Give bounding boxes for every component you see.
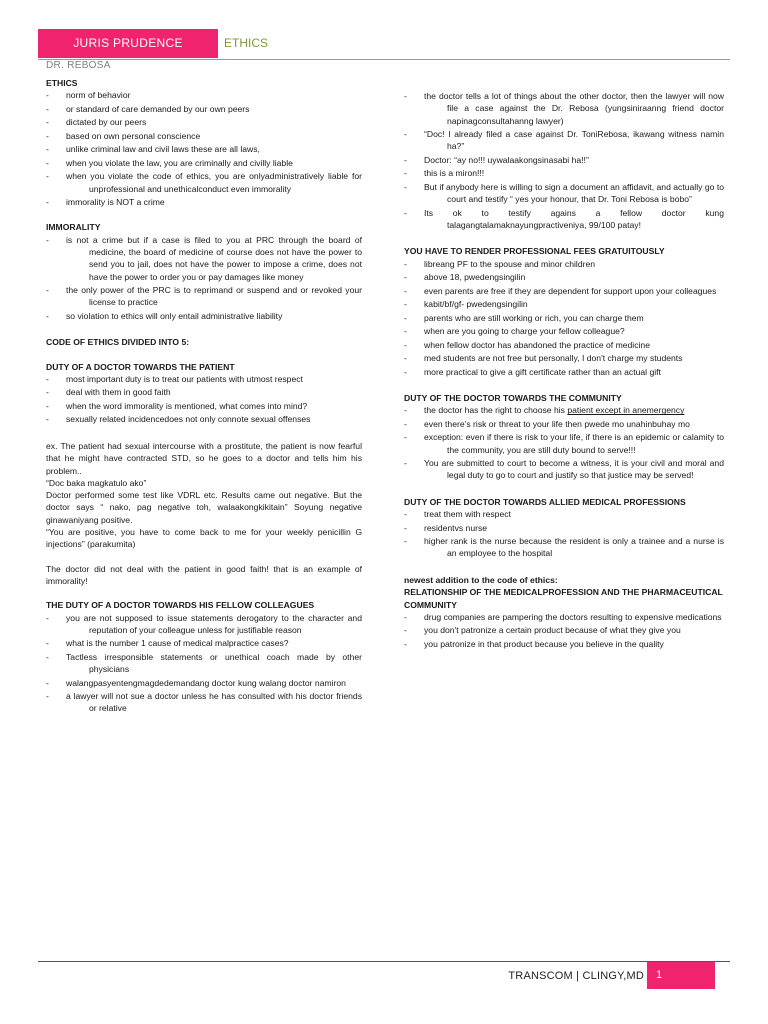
colleagues-duty-list bbox=[46, 612, 362, 715]
list-item: - unlike criminal law and civil laws these are all laws, bbox=[46, 143, 362, 155]
list-item: - most important duty is to treat our patients with utmost respect bbox=[46, 373, 362, 385]
community-duty-list bbox=[404, 404, 724, 481]
list-item: - more practical to give a gift certificate rather than an actual gift bbox=[404, 366, 724, 378]
example-quote: “You are positive, you have to come back to me for your weekly penicillin G injections” (parakumita) bbox=[46, 527, 362, 550]
left-column bbox=[46, 77, 362, 716]
list-item: - residentvs nurse bbox=[404, 522, 724, 534]
list-item: - treat them with respect bbox=[404, 508, 724, 520]
example-paragraph: ex. The patient had sexual intercourse with a prostitute, the patient is now fearful that he might have contracted STD, so he goes to a doctor and tells him his problem.. bbox=[46, 440, 362, 476]
list-item: - Its ok to testify agains a fellow doctor kung talagangtalamaknayungpractiveniya, 99/100 patay! bbox=[404, 207, 724, 232]
list-item: - “Doc! I already filed a case against Dr. ToniRebosa, ikawang witness namin ha?” bbox=[404, 128, 724, 153]
list-item: - Tactless irresponsible statements or unethical coach made by other physicians bbox=[46, 651, 362, 676]
list-item: - the doctor tells a lot of things about the other doctor, then the lawyer will now file a case against the Dr. Rebosa (yungsiniraanng friend doctor napinagconsultahanng lawyer) bbox=[404, 90, 724, 127]
list-item: - med students are not free but personally, I don't charge my students bbox=[404, 352, 724, 364]
list-item: - norm of behavior bbox=[46, 89, 362, 101]
list-item: - when fellow doctor has abandoned the practice of medicine bbox=[404, 339, 724, 351]
footer-label: TRANSCOM | CLINGY,MD bbox=[508, 970, 644, 982]
list-item: - libreang PF to the spouse and minor children bbox=[404, 258, 724, 270]
newest-addition-heading: newest addition to the code of ethics: bbox=[404, 574, 558, 585]
list-item: - immorality is NOT a crime bbox=[46, 196, 362, 208]
underlined-text: patient except in anemergency bbox=[567, 405, 685, 416]
list-item: - when are you going to charge your fellow colleague? bbox=[404, 325, 724, 337]
list-item: - when you violate the law, you are criminally and civilly liable bbox=[46, 157, 362, 169]
fees-heading: YOU HAVE TO RENDER PROFESSIONAL FEES GRATUITOUSLY bbox=[404, 246, 665, 257]
list-item: - even there’s risk or threat to your life then pwede mo unahinbuhay mo bbox=[404, 418, 724, 430]
list-item: - parents who are still working or rich, you can charge them bbox=[404, 312, 724, 324]
list-item: - this is a miron!!! bbox=[404, 167, 724, 179]
list-item-text: the doctor has the right to choose his bbox=[424, 405, 568, 416]
allied-duty-list bbox=[404, 508, 724, 560]
patient-duty-list bbox=[46, 373, 362, 426]
list-item: - when you violate the code of ethics, you are onlyadministratively liable for unprofessional and unethicalconduct even immorality bbox=[46, 170, 362, 195]
list-item: - a lawyer will not sue a doctor unless he has consulted with his doctor friends or relative bbox=[46, 690, 362, 715]
ethics-heading: ETHICS bbox=[46, 78, 78, 88]
continued-list bbox=[404, 90, 724, 231]
allied-duty-heading: DUTY OF THE DOCTOR TOWARDS ALLIED MEDICAL PROFESSIONS bbox=[404, 496, 686, 507]
pharma-list bbox=[404, 611, 724, 650]
pharma-heading: RELATIONSHIP OF THE MEDICALPROFESSION AND THE PHARMACEUTICAL COMMUNITY bbox=[404, 587, 723, 610]
example-paragraph: Doctor performed some test like VDRL etc. Results came out negative. But the doctor says “ nako, pag negative toh, walaakongkikitain” Soyung negative ginawaniyang positive. bbox=[46, 490, 362, 525]
community-duty-heading: DUTY OF THE DOCTOR TOWARDS THE COMMUNITY bbox=[404, 393, 622, 404]
header-subject: JURIS PRUDENCE bbox=[38, 29, 218, 58]
list-item: - or standard of care demanded by our own peers bbox=[46, 103, 362, 115]
list-item: - higher rank is the nurse because the resident is only a trainee and a nurse is an employee to the hospital bbox=[404, 535, 724, 560]
example-quote: “Doc baka magkatulo ako” bbox=[46, 477, 147, 488]
patient-duty-heading: DUTY OF A DOCTOR TOWARDS THE PATIENT bbox=[46, 361, 235, 372]
immorality-list bbox=[46, 234, 362, 322]
list-item: - walangpasyentengmagdedemandang doctor kung walang doctor namiron bbox=[46, 677, 362, 689]
list-item: - when the word immorality is mentioned, what comes into mind? bbox=[46, 400, 362, 412]
footer-divider bbox=[38, 961, 730, 962]
right-column bbox=[404, 90, 724, 651]
page-number: 1 bbox=[647, 962, 715, 989]
header-divider bbox=[38, 59, 730, 60]
list-item: - is not a crime but if a case is filed to you at PRC through the board of medicine, the board of medicine of course does not have the power to send you to jail, does not have the power to impose a crime, does not have the power to order you or pay damages like money bbox=[46, 234, 362, 283]
fees-list bbox=[404, 258, 724, 378]
list-item: - you patronize in that product because you believe in the quality bbox=[404, 638, 724, 650]
list-item: - sexually related incidencedoes not only connote sexual offenses bbox=[46, 413, 362, 425]
header-topic: ETHICS bbox=[224, 36, 269, 50]
colleagues-duty-heading: THE DUTY OF A DOCTOR TOWARDS HIS FELLOW COLLEAGUES bbox=[46, 600, 315, 611]
list-item: - Doctor: “ay no!!! uywalaakongsinasabi ha!!” bbox=[404, 154, 724, 166]
list-item: - based on own personal conscience bbox=[46, 130, 362, 142]
list-item: - what is the number 1 cause of medical malpractice cases? bbox=[46, 637, 362, 649]
immorality-heading: IMMORALITY bbox=[46, 222, 101, 233]
list-item: - deal with them in good faith bbox=[46, 386, 362, 398]
list-item: - above 18, pwedengsingilin bbox=[404, 271, 724, 283]
list-item: - kabit/bf/gf- pwedengsingilin bbox=[404, 298, 724, 310]
author-name: DR. REBOSA bbox=[46, 60, 111, 71]
list-item: - You are submitted to court to become a witness, it is your civil and moral and legal duty to go to court and justify so that justice may be served! bbox=[404, 457, 724, 482]
list-item: - you are not supposed to issue statements derogatory to the character and reputation of your colleague unless for justifiable reason bbox=[46, 612, 362, 637]
list-item: - you don't patronize a certain product because of what they give you bbox=[404, 624, 724, 636]
example-conclusion: The doctor did not deal with the patient in good faith! that is an example of immorality! bbox=[46, 563, 362, 586]
list-item bbox=[404, 404, 724, 416]
list-item: - drug companies are pampering the doctors resulting to expensive medications bbox=[404, 611, 724, 623]
list-item: - exception: even if there is risk to your life, if there is an epidemic or calamity to the community, you are still duty bound to serve!!! bbox=[404, 431, 724, 456]
list-item: - even parents are free if they are dependent for support upon your colleagues bbox=[404, 285, 724, 297]
list-item: - dictated by our peers bbox=[46, 116, 362, 128]
ethics-list bbox=[46, 89, 362, 208]
list-item: - so violation to ethics will only entail administrative liability bbox=[46, 310, 362, 322]
list-item: - the only power of the PRC is to reprimand or suspend and or revoked your license to practice bbox=[46, 284, 362, 309]
list-item: - But if anybody here is willing to sign a document an affidavit, and actually go to court and testify “ yes your honour, that Dr. Toni Rebosa is bobo” bbox=[404, 181, 724, 206]
code-heading: CODE OF ETHICS DIVIDED INTO 5: bbox=[46, 337, 190, 348]
